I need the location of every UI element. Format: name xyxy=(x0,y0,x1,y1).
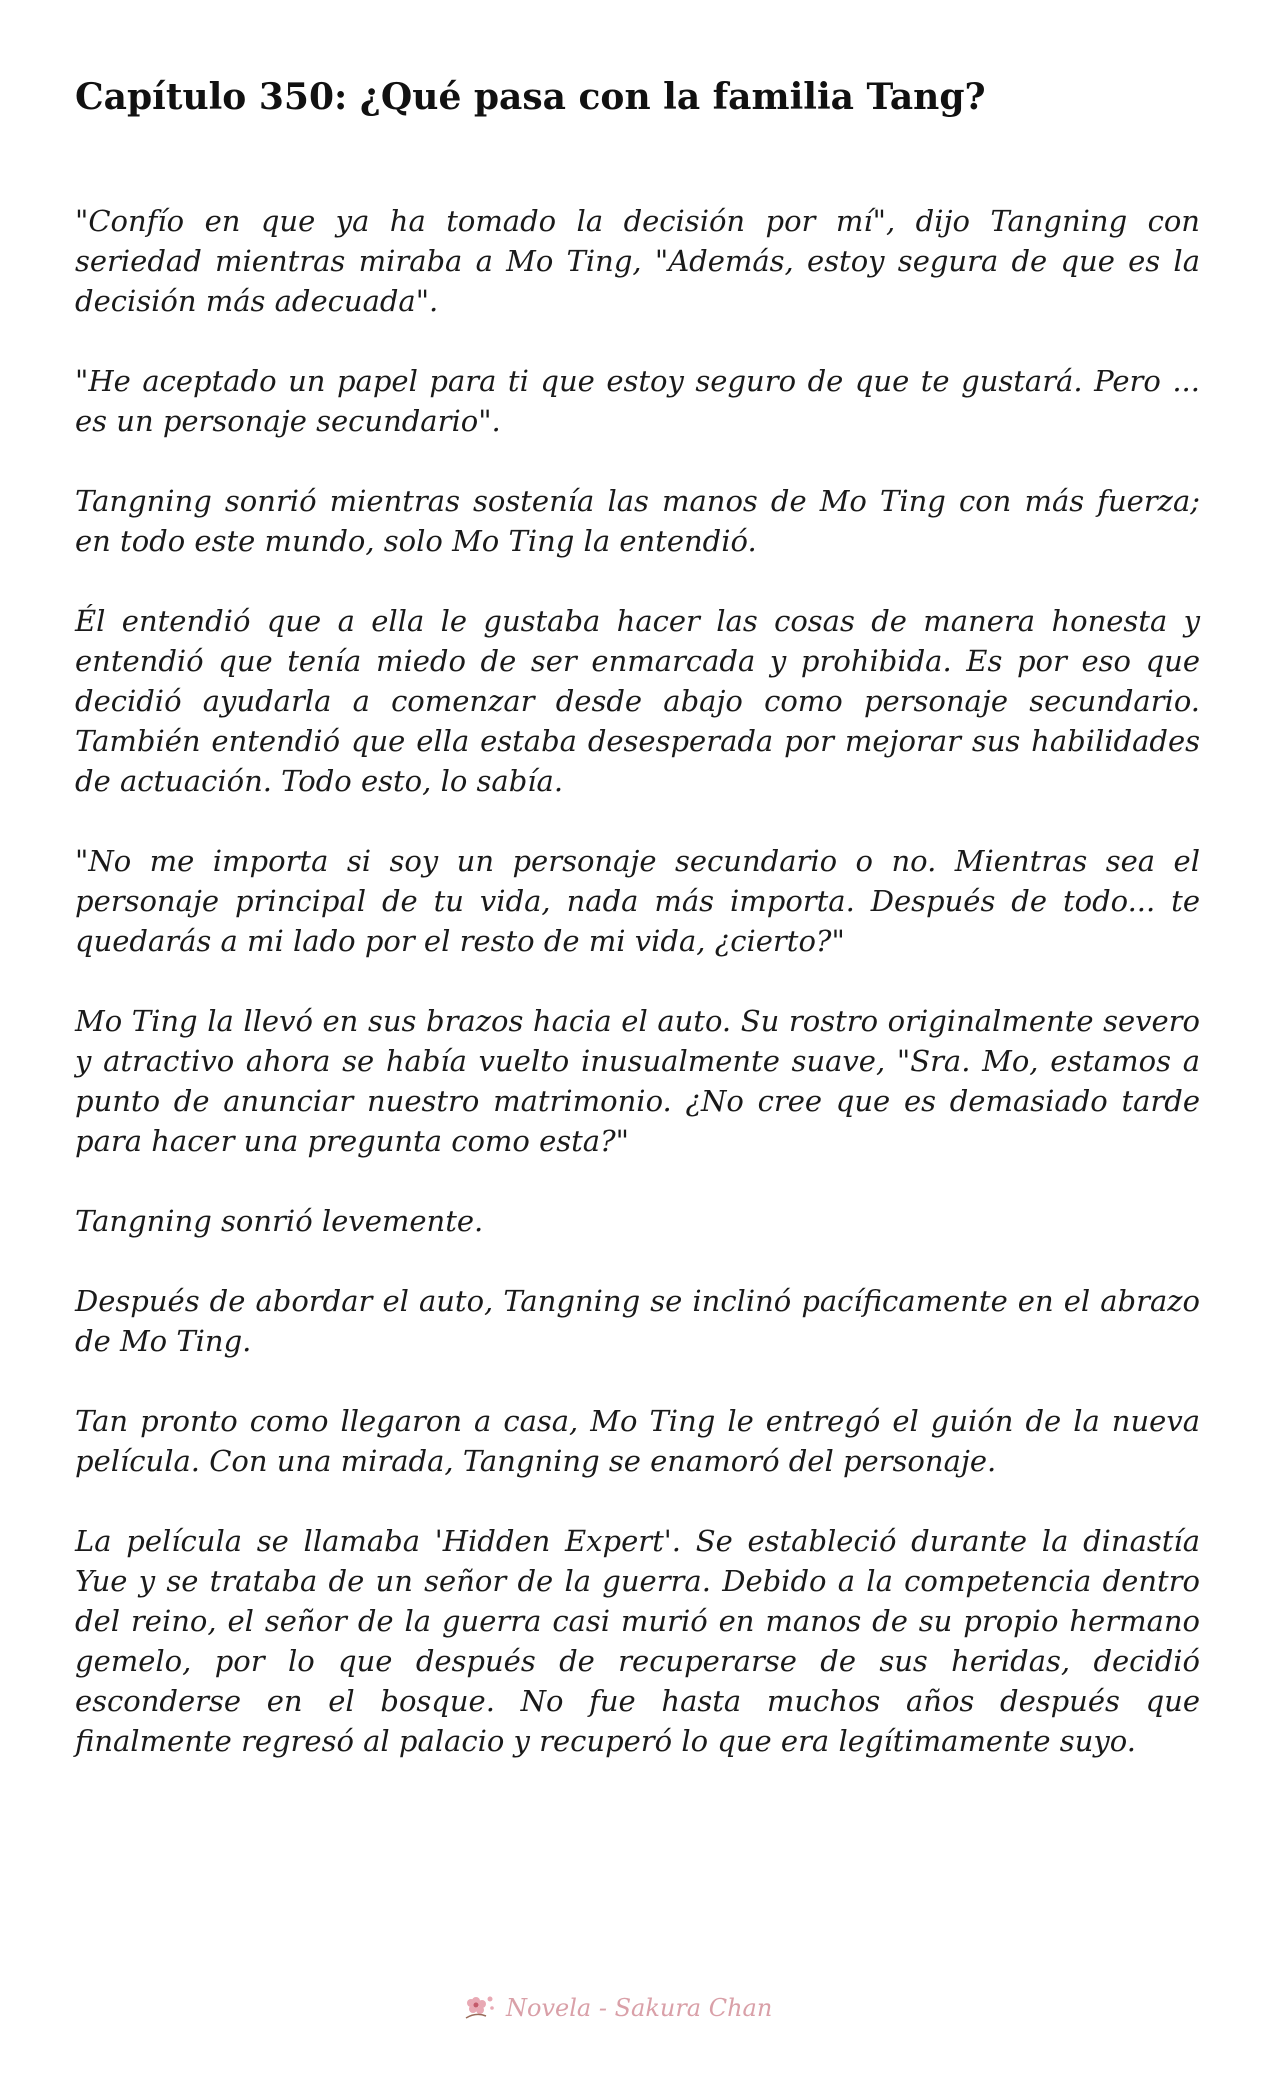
paragraph: La película se llamaba 'Hidden Expert'. Se estableció durante la dinastía Yue y se trataba de un señor de la guerra. Debido a la competencia dentro del reino, el señor de la guerra casi murió en manos de su propio hermano gemelo, por lo que después de recuperarse de sus heridas, decidió esconderse en el bosque. No fue hasta muchos años después que finalmente regresó al palacio y recuperó lo que era legítimamente suyo. xyxy=(75,1524,1200,1758)
paragraph: "He aceptado un papel para ti que estoy seguro de que te gustará. Pero ... es un personaje secundario". xyxy=(75,364,1200,438)
paragraph: "Confío en que ya ha tomado la decisión por mí", dijo Tangning con seriedad mientras miraba a Mo Ting, "Además, estoy segura de que es la decisión más adecuada". xyxy=(75,204,1200,318)
watermark-text: Novela - Sakura Chan xyxy=(506,1994,773,2022)
paragraph: Él entendió que a ella le gustaba hacer las cosas de manera honesta y entendió que tenía miedo de ser enmarcada y prohibida. Es por eso que decidió ayudarla a comenzar desde abajo como personaje secundario. También entendió que ella estaba desesperada por mejorar sus habilidades de actuación. Todo esto, lo sabía. xyxy=(75,604,1200,798)
sakura-blossom-icon xyxy=(462,1992,498,2024)
paragraph: Después de abordar el auto, Tangning se inclinó pacíficamente en el abrazo de Mo Ting. xyxy=(75,1284,1200,1358)
paragraph: Tangning sonrió levemente. xyxy=(75,1204,484,1238)
paragraph: Tangning sonrió mientras sostenía las manos de Mo Ting con más fuerza; en todo este mundo, solo Mo Ting la entendió. xyxy=(75,484,1200,558)
paragraph: Tan pronto como llegaron a casa, Mo Ting le entregó el guión de la nueva película. Con una mirada, Tangning se enamoró del personaje. xyxy=(75,1404,1200,1478)
paragraph: "No me importa si soy un personaje secundario o no. Mientras sea el personaje principal de tu vida, nada más importa. Después de todo... te quedarás a mi lado por el resto de mi vida, ¿cierto?" xyxy=(75,844,1200,958)
chapter-title: Capítulo 350: ¿Qué pasa con la familia Tang? xyxy=(75,76,986,118)
paragraph: Mo Ting la llevó en sus brazos hacia el auto. Su rostro originalmente severo y atractivo ahora se había vuelto inusualmente suave, "Sra. Mo, estamos a punto de anunciar nuestro matrimonio. ¿No cree que es demasiado tarde para hacer una pregunta como esta?" xyxy=(75,1004,1200,1158)
chapter-body xyxy=(75,201,1200,1801)
watermark xyxy=(462,1988,772,2028)
